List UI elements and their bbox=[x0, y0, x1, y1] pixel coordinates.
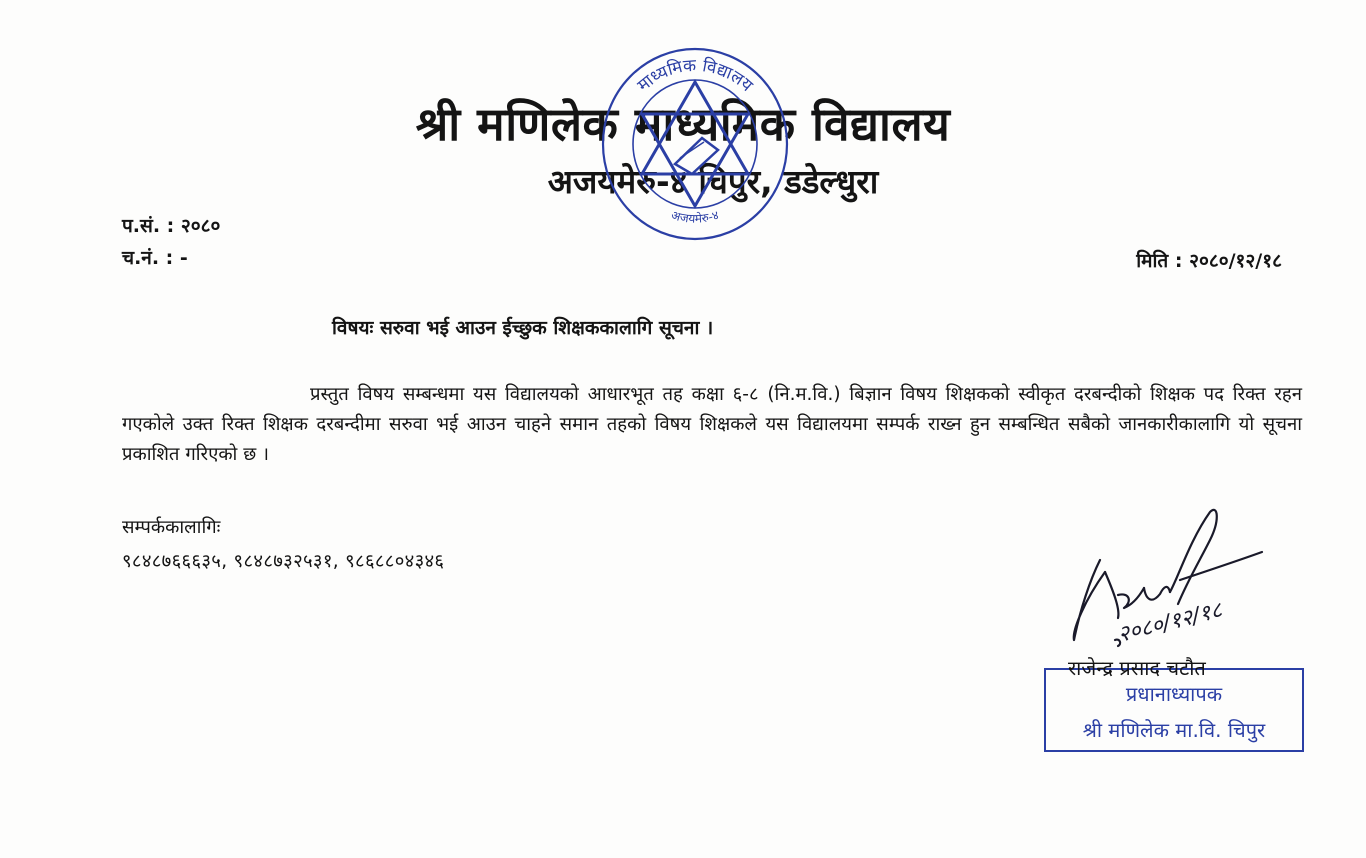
school-name: श्री मणिलेक माध्यमिक विद्यालय bbox=[415, 97, 951, 151]
seal-text-bottom: अजयमेरु-४ bbox=[669, 207, 721, 226]
signer-name: राजेन्द्र प्रसाद चटौत bbox=[1068, 656, 1206, 680]
contact-phone-numbers: ९८४८७६६६३५, ९८४८७३२५३१, ९८६८८०४३४६ bbox=[122, 551, 445, 572]
school-seal-emblem bbox=[600, 46, 790, 242]
seal-text-top: माध्यमिक विद्यालय bbox=[633, 55, 757, 96]
stamp-school-name: श्री मणिलेक मा.वि. चिपुर bbox=[1082, 718, 1266, 742]
svg-text:अजयमेरु-४ bbox=[670, 208, 721, 226]
signature-date-note: २०८०/१२/१८ bbox=[1115, 597, 1225, 648]
notice-body bbox=[122, 380, 1302, 470]
notice-body-text: प्रस्तुत विषय सम्बन्धमा यस विद्यालयको आधारभूत तह कक्षा ६-८ (नि.म.वि.) बिज्ञान विषय शिक्षकको स्वीकृत दरबन्दीको शिक्षक पद रिक्त रहन गएकोले उक्त रिक्त शिक्षक दरबन्दीमा सरुवा भई आउन चाहने समान तहको विषय शिक्षकले यस विद्यालयमा सम्पर्क राख्न हुन सम्बन्धित सबैको जानकारीकालागि यो सूचना प्रकाशित गरिएको छ । bbox=[122, 384, 1302, 465]
dispatch-number: च.नं. : - bbox=[122, 247, 188, 269]
school-address: अजयमेरु-४ चिपुर, डडेल्धुरा bbox=[547, 162, 879, 201]
handwritten-signature bbox=[1060, 500, 1270, 650]
reference-number: प.सं. : २०८० bbox=[122, 215, 221, 237]
contact-label: सम्पर्ककालागिः bbox=[122, 517, 221, 538]
stamp-designation: प्रधानाध्यापक bbox=[1125, 682, 1223, 706]
notice-subject: विषयः सरुवा भई आउन ईच्छुक शिक्षककालागि सूचना । bbox=[332, 317, 714, 339]
notice-date: मिति : २०८०/१२/१८ bbox=[1136, 250, 1282, 272]
